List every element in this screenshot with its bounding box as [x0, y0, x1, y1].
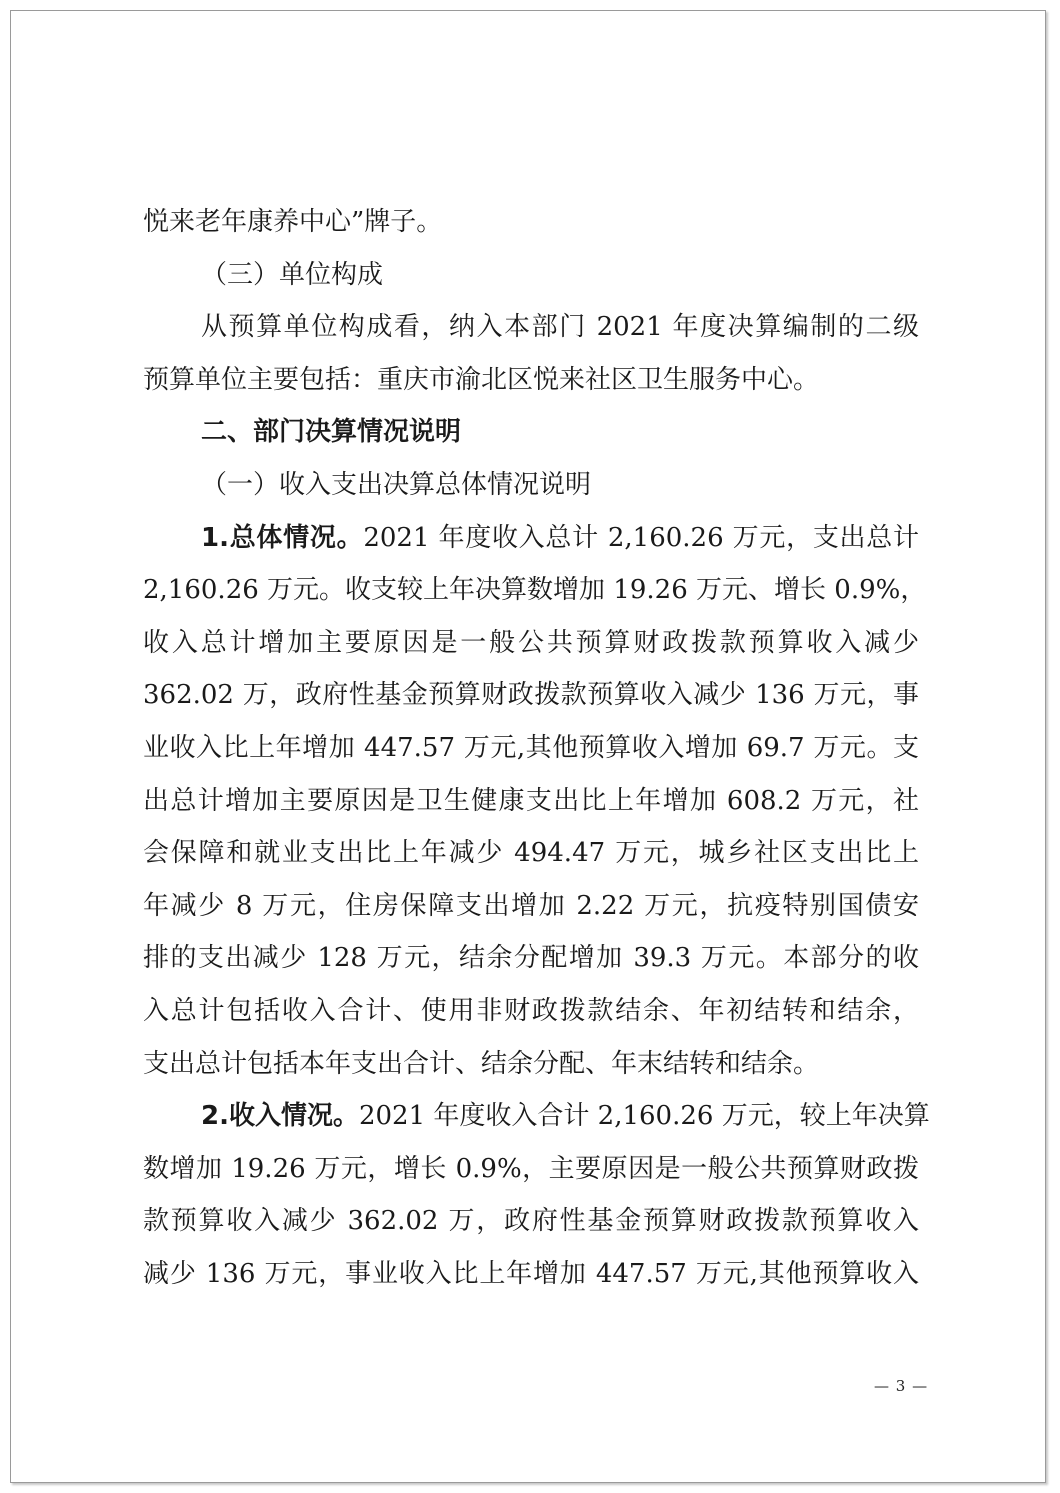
paragraph-line: 2,160.26 万元。收支较上年决算数增加 19.26 万元、增长 0.9%， [143, 575, 927, 606]
paragraph-line [143, 1090, 930, 1143]
paragraph-line: 会保障和就业支出比上年减少 494.47 万元，城乡社区支出比上 [143, 838, 919, 869]
paragraph-line: 款预算收入减少 362.02 万，政府性基金预算财政拨款预算收入 [143, 1206, 919, 1237]
paragraph-text: 2021 年度收入总计 2,160.26 万元，支出总计 [363, 522, 920, 553]
paragraph-lead-income: 2.收入情况。 [201, 1101, 359, 1132]
section-heading-budget-description: 二、部门决算情况说明 [201, 417, 462, 448]
paragraph-line: 年减少 8 万元，住房保障支出增加 2.22 万元，抗疫特别国债安 [143, 890, 919, 921]
paragraph-line: 收入总计增加主要原因是一般公共预算财政拨款预算收入减少 [143, 627, 919, 658]
paragraph-line: 预算单位主要包括：重庆市渝北区悦来社区卫生服务中心。 [143, 364, 820, 395]
paragraph-line: 排的支出减少 128 万元，结余分配增加 39.3 万元。本部分的收 [143, 943, 919, 974]
paragraph-line: 业收入比上年增加 447.57 万元,其他预算收入增加 69.7 万元。支 [143, 732, 919, 763]
paragraph-line [143, 512, 919, 565]
paragraph-line: 支出总计包括本年支出合计、结余分配、年末结转和结余。 [143, 1048, 820, 1079]
paragraph-line: 数增加 19.26 万元，增长 0.9%，主要原因是一般公共预算财政拨 [143, 1153, 919, 1184]
document-body [143, 196, 930, 1300]
paragraph-line: 从预算单位构成看，纳入本部门 2021 年度决算编制的二级 [201, 312, 919, 343]
section-heading-unit-composition: （三）单位构成 [201, 259, 384, 290]
paragraph-lead-overall: 1.总体情况。 [201, 522, 364, 553]
paragraph-line: 悦来老年康养中心”牌子。 [143, 207, 443, 237]
paragraph-line: 362.02 万，政府性基金预算财政拨款预算收入减少 136 万元，事 [143, 680, 919, 711]
page-number: — 3 — [874, 1377, 929, 1395]
paragraph-text: 2021 年度收入合计 2,160.26 万元，较上年决算 [358, 1101, 930, 1132]
paragraph-line: 减少 136 万元，事业收入比上年增加 447.57 万元,其他预算收入 [143, 1258, 919, 1289]
paragraph-line: 入总计包括收入合计、使用非财政拨款结余、年初结转和结余， [143, 995, 919, 1026]
paragraph-line: 出总计增加主要原因是卫生健康支出比上年增加 608.2 万元，社 [143, 785, 919, 816]
section-heading-income-expenditure: （一）收入支出决算总体情况说明 [201, 469, 592, 500]
